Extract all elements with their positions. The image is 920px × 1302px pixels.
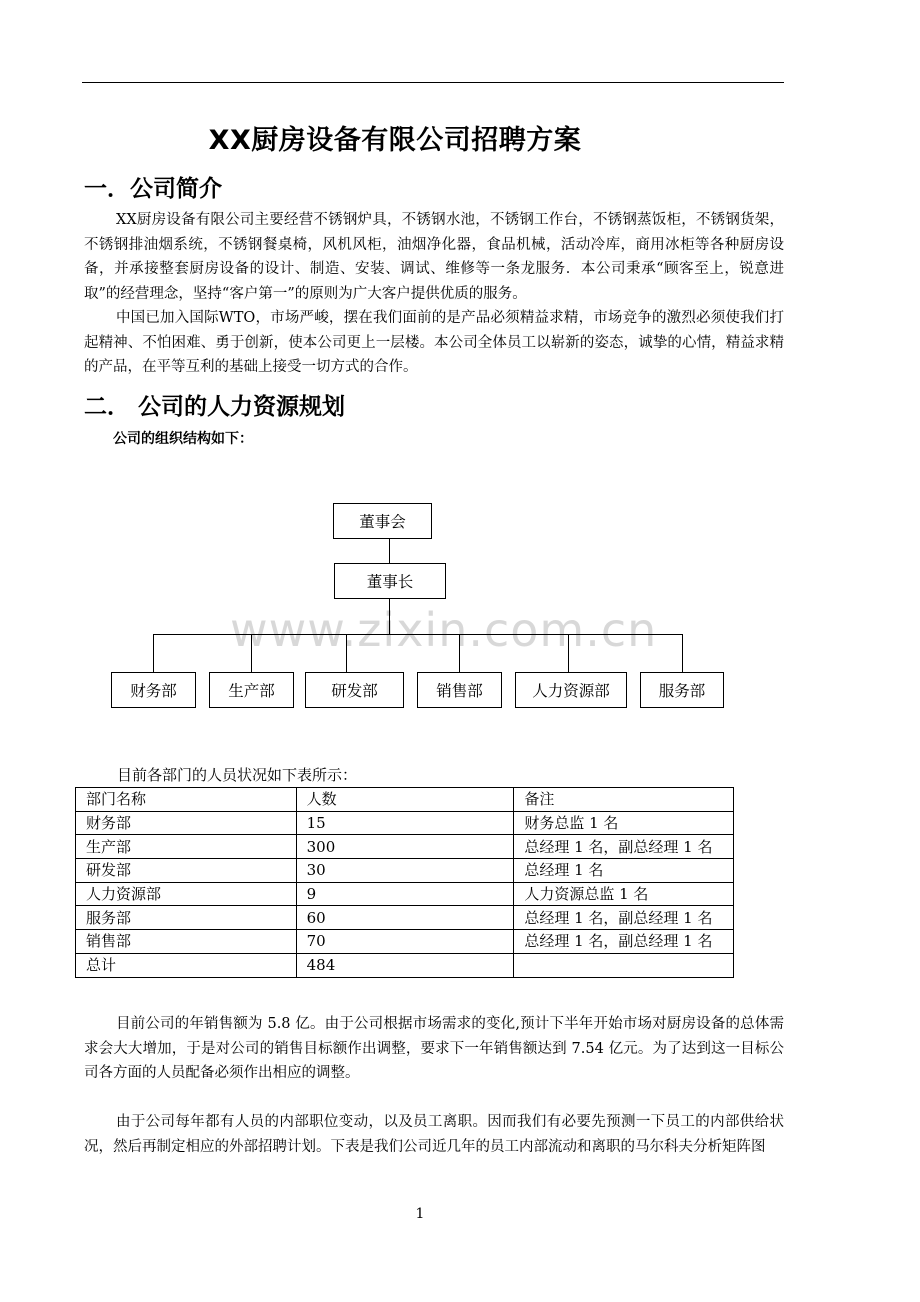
table-cell: 总计 <box>76 953 297 977</box>
table-cell: 9 <box>296 882 514 906</box>
org-box-production: 生产部 <box>209 672 294 708</box>
table-cell: 30 <box>296 859 514 883</box>
staff-table <box>75 787 734 978</box>
table-cell: 15 <box>296 811 514 835</box>
table-caption: 目前各部门的人员状况如下表所示： <box>117 766 358 784</box>
org-connector <box>153 634 154 672</box>
table-cell: 60 <box>296 906 514 930</box>
table-row <box>76 906 734 930</box>
org-box-chairman: 董事长 <box>334 563 446 599</box>
table-cell: 300 <box>296 835 514 859</box>
table-row <box>76 930 734 954</box>
section-heading-intro: 一．公司简介 <box>84 176 222 202</box>
table-cell <box>514 953 734 977</box>
org-connector <box>251 634 252 672</box>
table-cell: 服务部 <box>76 906 297 930</box>
table-header-cell: 部门名称 <box>76 788 297 812</box>
section-heading-hr-planning: 二． 公司的人力资源规划 <box>84 394 346 420</box>
table-row <box>76 859 734 883</box>
org-box-sales: 销售部 <box>417 672 502 708</box>
table-cell: 总经理 1 名，副总经理 1 名 <box>514 930 734 954</box>
org-connector <box>568 634 569 672</box>
table-row <box>76 811 734 835</box>
table-cell: 总经理 1 名 <box>514 859 734 883</box>
org-box-board: 董事会 <box>333 503 432 539</box>
watermark: www.zixin.com.cn <box>230 603 658 657</box>
org-branch-line <box>153 634 683 635</box>
table-cell: 财务部 <box>76 811 297 835</box>
table-row <box>76 882 734 906</box>
table-header-row <box>76 788 734 812</box>
markov-paragraph: 由于公司每年都有人员的内部职位变动，以及员工离职。因而我们有必要先预测一下员工的内部供给状况，然后再制定相应的外部招聘计划。下表是我们公司近几年的员工内部流动和离职的马尔科夫分析矩阵图 <box>84 1114 784 1155</box>
table-row <box>76 835 734 859</box>
table-total-row <box>76 953 734 977</box>
table-cell: 人力资源部 <box>76 882 297 906</box>
table-cell: 70 <box>296 930 514 954</box>
page-number: 1 <box>415 1206 425 1222</box>
sales-paragraph: 目前公司的年销售额为 5.8 亿。由于公司根据市场需求的变化,预计下半年开始市场对厨房设备的总体需求会大大增加，于是对公司的销售目标额作出调整，要求下一年销售额达到 7.54 亿元。为了达到这一目标公司各方面的人员配备必须作出相应的调整。 <box>84 1016 784 1081</box>
document-title: XX厨房设备有限公司招聘方案 <box>208 125 582 156</box>
table-cell: 484 <box>296 953 514 977</box>
org-connector <box>389 599 390 634</box>
table-cell: 财务总监 1 名 <box>514 811 734 835</box>
org-connector <box>389 539 390 563</box>
table-cell: 总经理 1 名，副总经理 1 名 <box>514 835 734 859</box>
org-box-hr: 人力资源部 <box>515 672 627 708</box>
table-cell: 研发部 <box>76 859 297 883</box>
table-cell: 生产部 <box>76 835 297 859</box>
table-header-cell: 人数 <box>296 788 514 812</box>
org-chart-caption: 公司的组织结构如下： <box>113 431 253 447</box>
org-box-finance: 财务部 <box>111 672 196 708</box>
org-box-rnd: 研发部 <box>305 672 404 708</box>
intro-paragraph-1: XX厨房设备有限公司主要经营不锈钢炉具，不锈钢水池，不锈钢工作台，不锈钢蒸饭柜，不锈钢货架，不锈钢排油烟系统，不锈钢餐桌椅，风机风柜，油烟净化器，食品机械，活动冷库，商用冰柜等各种厨房设备，并承接整套厨房设备的设计、制造、安装、调试、维修等一条龙服务．本公司秉承“顾客至上，锐意进取”的经营理念，坚持“客户第一”的原则为广大客户提供优质的服务。 <box>84 212 784 302</box>
table-header-cell: 备注 <box>514 788 734 812</box>
table-cell: 总经理 1 名，副总经理 1 名 <box>514 906 734 930</box>
table-cell: 人力资源总监 1 名 <box>514 882 734 906</box>
org-connector <box>459 634 460 672</box>
intro-paragraph-2: 中国已加入国际WTO，市场严峻，摆在我们面前的是产品必须精益求精，市场竞争的激烈必须使我们打起精神、不怕困难、勇于创新，使本公司更上一层楼。本公司全体员工以崭新的姿态，诚挚的心情，精益求精的产品，在平等互利的基础上接受一切方式的合作。 <box>84 310 784 375</box>
table-cell: 销售部 <box>76 930 297 954</box>
org-connector <box>346 634 347 672</box>
org-box-service: 服务部 <box>640 672 724 708</box>
header-rule <box>82 82 784 83</box>
org-connector <box>682 634 683 672</box>
